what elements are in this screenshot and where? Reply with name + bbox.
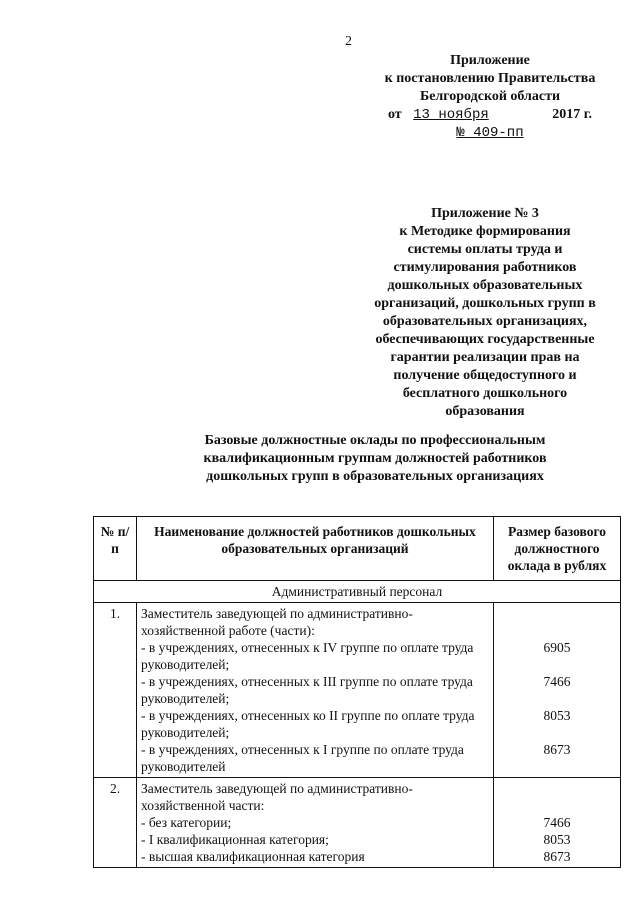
row-line: - в учреждениях, отнесенных к IV группе по оплате труда руководителей; <box>141 640 474 672</box>
header-name: Наименование должностей работников дошкольных образовательных организаций <box>137 517 494 581</box>
table-header-row <box>94 517 621 581</box>
salary-value: 6905 <box>543 640 571 655</box>
appendix3-line: гарантии реализации прав на <box>390 350 580 365</box>
row-line: - в учреждениях, отнесенных к III группе по оплате труда руководителей; <box>141 674 473 706</box>
row-line: Заместитель заведующей по административно-хозяйственной части: <box>141 781 413 813</box>
appendix3-line: системы оплаты труда и <box>407 242 563 257</box>
header-num: № п/п <box>94 517 137 581</box>
row-line: - в учреждениях, отнесенных ко II группе по оплате труда руководителей; <box>141 708 475 740</box>
row-values <box>494 603 621 778</box>
section-row <box>94 581 621 603</box>
page-number: 2 <box>345 34 352 49</box>
appendix-region: Белгородской области <box>419 89 561 104</box>
date-value: 13 ноября <box>413 107 489 123</box>
row-line: - без категории; <box>141 815 232 830</box>
row-name <box>137 778 494 868</box>
title-line: квалификационным группам должностей работников <box>203 451 547 466</box>
row-num: 1. <box>94 603 137 778</box>
appendix3-line: к Методике формирования <box>399 224 571 239</box>
appendix-header <box>340 52 640 142</box>
row-name <box>137 603 494 778</box>
table-row <box>94 778 621 868</box>
appendix3-line: организаций, дошкольных групп в <box>374 296 596 311</box>
appendix3-line: Приложение № 3 <box>431 206 539 221</box>
row-num: 2. <box>94 778 137 868</box>
row-values <box>494 778 621 868</box>
salary-value: 7466 <box>543 815 571 830</box>
appendix3-line: стимулирования работников <box>393 260 577 275</box>
date-prefix: от <box>387 107 402 122</box>
row-line: - в учреждениях, отнесенных к I группе по оплате труда руководителей <box>141 742 464 774</box>
salary-value: 8673 <box>543 849 571 864</box>
appendix3-line: получение общедоступного и <box>393 368 577 383</box>
header-salary: Размер базового должностного оклада в рублях <box>494 517 621 581</box>
appendix-resolution: к постановлению Правительства <box>384 71 596 86</box>
appendix3-line: дошкольных образовательных <box>387 278 583 293</box>
salary-table <box>93 516 621 868</box>
date-year: 2017 г. <box>552 107 593 122</box>
salary-value: 7466 <box>543 674 571 689</box>
row-line: - высшая квалификационная категория <box>141 849 365 864</box>
row-line: Заместитель заведующей по административно-хозяйственной работе (части): <box>141 606 413 638</box>
appendix3-line: образовательных организациях, <box>382 314 588 329</box>
salary-value: 8053 <box>543 708 571 723</box>
row-line: - I квалификационная категория; <box>141 832 329 847</box>
appendix-label: Приложение <box>450 53 530 68</box>
appendix3-line: обеспечивающих государственные <box>375 332 595 347</box>
title-line: дошкольных групп в образовательных организациях <box>206 469 544 484</box>
appendix3-line: образования <box>445 404 525 419</box>
salary-value: 8673 <box>543 742 571 757</box>
appendix-date <box>340 106 640 124</box>
title-line: Базовые должностные оклады по профессиональным <box>204 433 546 448</box>
appendix3-header <box>350 205 620 421</box>
appendix3-line: бесплатного дошкольного <box>402 386 568 401</box>
salary-value: 8053 <box>543 832 571 847</box>
section-title: Административный персонал <box>94 581 621 603</box>
resolution-number: № 409-пп <box>456 125 524 141</box>
table-row <box>94 603 621 778</box>
document-title <box>165 432 585 486</box>
